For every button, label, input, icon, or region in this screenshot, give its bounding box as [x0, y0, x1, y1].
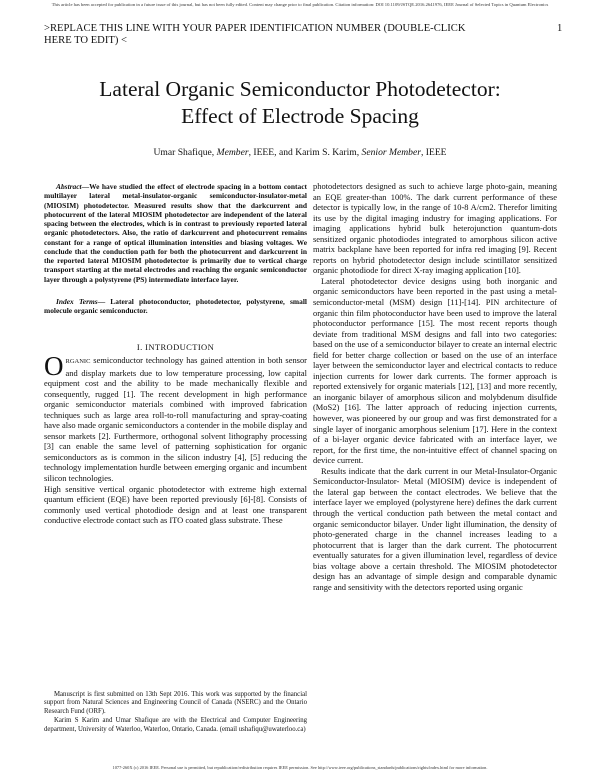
index-terms [44, 297, 307, 316]
author-1-role: Member [216, 147, 249, 158]
abstract-text: —We have studied the effect of electrode spacing in a bottom contact multilayer lateral metal-insulator-organic semiconductor-insulator-metal (MIOSIM) photodetector. Measured results show that the darkcurrent and photocurrent of the lateral MIOSIM photodetector are independent of the lateral spacing between the electrodes, which is in contrast to previously reported lateral organic photodetectors. Also, the ratio of darkcurrent and photocurrent remains constant for a range of optical illumination intensities and biasing voltages. We conclude that the conduction path for both the photocurrent and darkcurrent in the reported lateral MIOSIM photodetector is primarily due to vertical charge transport starting at the metal electrodes and reaching the organic semiconductor layer through a polystyrene (PS) intermediate interface layer. [44, 182, 307, 284]
author-2-role: Senior Member [361, 147, 421, 158]
right-paragraph-3: Results indicate that the dark current in our Metal-Insulator-Organic Semiconductor-Insulator- Metal (MIOSIM) device is independent of the lateral gap between the contact electrodes. We believe that the interface layer we employed (polystyrene here) defines the dark current through the vertical conduction path between the metal contact and organic semiconductor bilayer. Under light illumination, the density of photo-generated charge in the channel increases leading to a photocurrent that is larger than the dark current. The photocurrent eventually saturates for a given illumination level, regardless of device bias voltage above a certain threshold. The MIOSIM photodetector design has an advantage of simple design and comparable dynamic range and sensitivity with the detectors reported using organic [313, 465, 557, 592]
footnote [44, 691, 307, 735]
introduction-text [44, 351, 307, 526]
title-line-1: Lateral Organic Semiconductor Photodetector: [99, 77, 501, 101]
section-heading: I. INTRODUCTION [136, 342, 215, 352]
right-paragraph-2: Lateral photodetector device designs using both inorganic and organic semiconductors have been reported in the past using a metal-semiconductor-metal (MSM) design [11]-[14]. PIN architecture of organic thin film photoconductor have been used to improve the lateral photoconductor performance [15]. The most recent reports though deviate from traditional MSM designs and fall into two categories: based on the use of a semiconductor bilayer to create an internal electric field for better charge collection or based on the use of an interface layer between the semiconductor layer and electrical contacts to reduce injection currents for lower dark currents. The former approach is reported extensively for organic materials [12], [13] and more recently, an inorganic bilayer of amorphous silicon and molybdenum disulfide (MoS2) [16]. The latter approach of reducing injection currents, however, was pioneered by our group and was first demonstrated for a single layer of inorganic amorphous selenium [17]. Here in the context of a bi-layer organic device fabricated with an interface layer, we report, for the first time, the non-intuitive effect of channel spacing on device current. [313, 275, 557, 466]
title-line-2: Effect of Electrode Spacing [181, 104, 419, 128]
index-terms-text: — Lateral photoconductor, photodetector, polystyrene, small molecule organic semiconductor. [44, 297, 307, 316]
abstract [44, 182, 307, 284]
drop-cap: O [44, 351, 64, 381]
author-list [40, 147, 560, 158]
copyright-notice: 1077-260X (c) 2016 IEEE. Personal use is permitted, but republication/redistribution requires IEEE permission. See http://www.ieee.org/publications_standards/publications/rights/index.html for more information. [112, 765, 488, 770]
abstract-label: Abstract [56, 182, 82, 191]
running-header: >REPLACE THIS LINE WITH YOUR PAPER IDENTIFICATION NUMBER (DOUBLE-CLICK HERE TO EDIT) < [44, 23, 466, 46]
footnote-affiliation: Karim S Karim and Umar Shafique are with the Electrical and Computer Engineering department, University of Waterloo, Waterloo, Ontario, Canada. (email ushafiqu@uwaterloo.ca) [44, 717, 307, 733]
author-1: Umar Shafique, [153, 147, 217, 158]
right-paragraph-1: photodetectors designed as such to achieve large photo-gain, meaning an EQE greater-than 100%. The dark current performance of these detector is typically low, in the range of 10-8 A/cm2. Therefor limiting its use by the digital imaging industry for imaging applications. For imaging applications hybrid bulk heterojunction quantum-dots sensitized organic photodiodes integrated to amorphous silicon active matrix backplane have been reported for infra red imaging [9]. Recent reports on hybrid photodetector design include scintillator sensitized organic photodiode for direct X-ray imaging application [10]. [313, 181, 557, 276]
intro-paragraph-2: High sensitive vertical organic photodetector with extreme high external quantum efficient (EQE) have been reported previously [6]-[8]. Consists of commonly used vertical photodiode design and at least one transparent conductive electrode contact such as ITO coated glass substrate. These [44, 483, 307, 526]
paper-title [40, 76, 560, 130]
footnote-manuscript: Manuscript is first submitted on 13th Sept 2016. This work was supported by the financial support from Natural Sciences and Engineering Council of Canada (NSERC) and the Ontario Research Fund (ORF). [44, 691, 307, 715]
journal-notice: This article has been accepted for publication in a future issue of this journal, but has not been fully edited. Content may change prior to final publication. Citation information: DOI 10.1109/JSTQE.2016.2641976, IEEE Journal of Selected Topics in Quantum Electronics [51, 2, 549, 7]
author-connector: , IEEE, and Karim S. Karim, [248, 147, 362, 158]
small-caps-word: RGANIC [65, 358, 91, 365]
author-suffix: , IEEE [420, 147, 447, 158]
intro-paragraph-1: semiconductor technology has gained attention in both sensor and display markets due to low temperature processing, low capital equipment cost and the ability to be made mechanically flexible and consequently, rugged [1]. The recent development in high performance organic semiconductor materials combined with improved fabrication techniques such as large area roll-to-roll manufacturing and spray-coating have also made organic semiconductors a contender in the mobile display and sensor markets [2]. Furthermore, orthogonal solvent lithography processing [3] can enable the same level of patterning sophistication for organic semiconductors as is common in the silicon industry [4], [5] reducing the technology implementation hurdle between emerging organic and incumbent silicon technologies. [44, 355, 307, 484]
right-column-text [313, 181, 557, 592]
index-terms-label: Index Terms [56, 297, 98, 306]
page-number: 1 [557, 23, 563, 34]
